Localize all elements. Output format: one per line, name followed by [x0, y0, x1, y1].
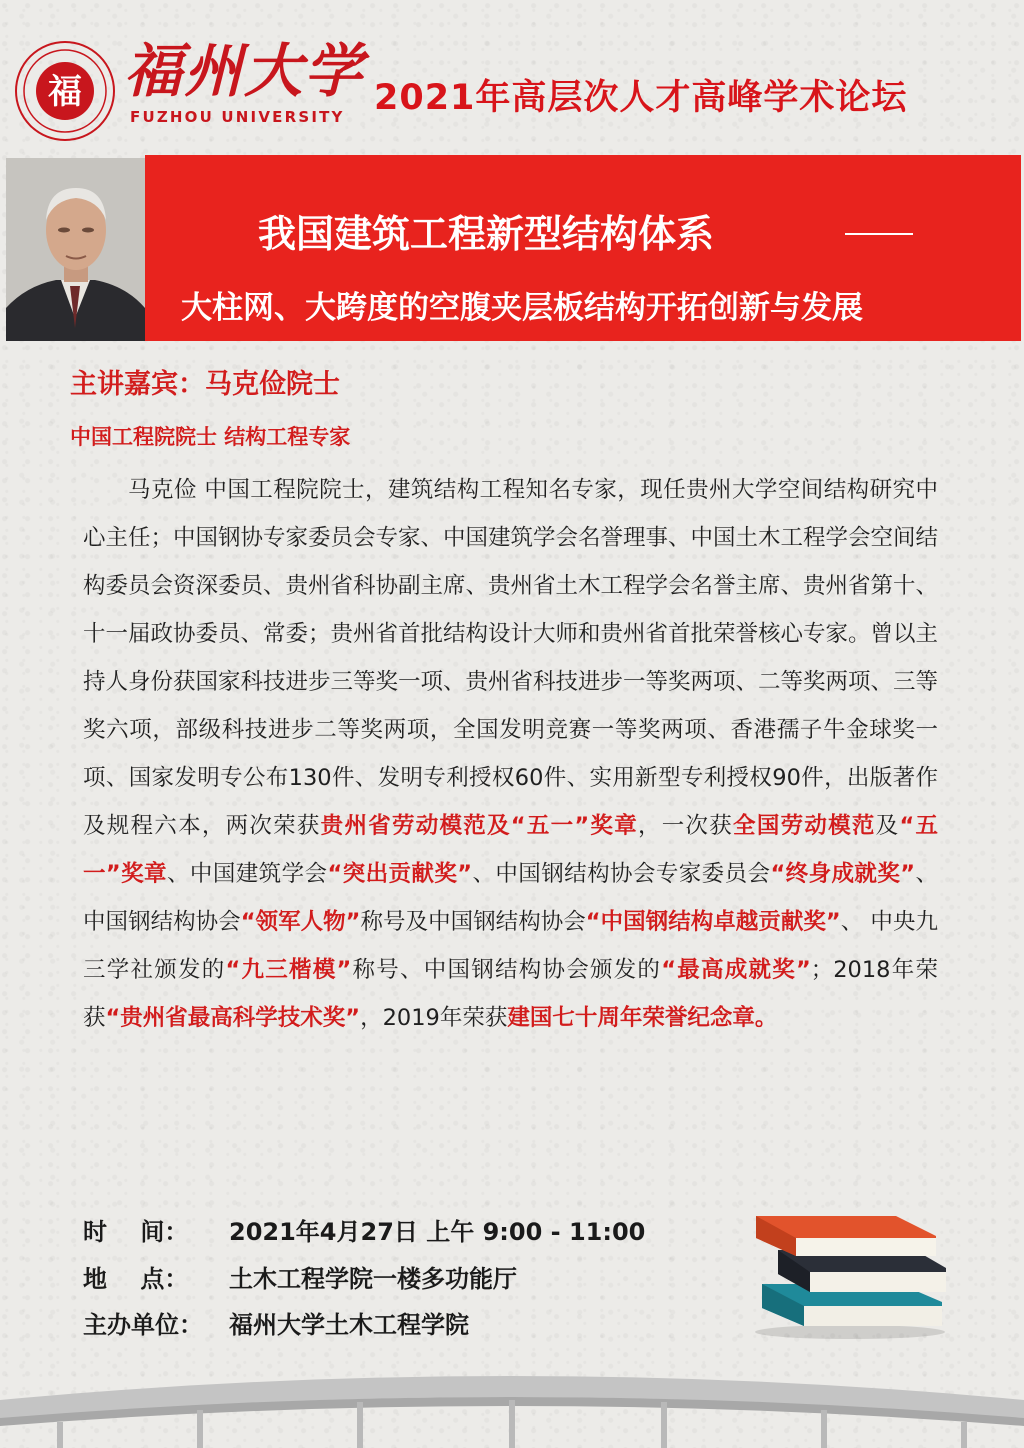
lecture-title-line2: 大柱网、大跨度的空腹夹层板结构开拓创新与发展 — [181, 290, 863, 326]
time-label: 时 间： — [83, 1218, 189, 1246]
bio-text: 、中国建筑学会 — [166, 861, 328, 887]
bio-highlight: “贵州省最高科学技术奖” — [105, 1005, 361, 1031]
university-name-cn: 福州大学 — [124, 37, 365, 105]
page-header — [0, 0, 1024, 150]
bio-highlight: “最高成就奖” — [661, 957, 811, 983]
event-place — [83, 1259, 517, 1294]
university-seal-logo — [14, 40, 116, 142]
bio-highlight: “终身成就奖” — [770, 861, 916, 887]
title-dash-line — [845, 233, 913, 235]
bio-highlight: “突出贡献奖” — [327, 861, 473, 887]
bio-text: ；2018年荣获 — [83, 957, 938, 1031]
speaker-biography — [83, 466, 938, 1042]
books-illustration-icon — [750, 1206, 950, 1341]
bio-highlight: 建国七十周年荣誉纪念章。 — [507, 1005, 778, 1031]
place-label: 地 点： — [83, 1265, 189, 1293]
bio-text: 、 中央九三学社颁发的 — [83, 909, 938, 983]
bio-highlight: 贵州省劳动模范及“五一”奖章 — [320, 813, 638, 839]
bio-text: ，一次获 — [637, 813, 734, 839]
speaker-heading: 主讲嘉宾：马克俭院士 — [70, 369, 340, 400]
time-value: 2021年4月27日 上午 9:00 - 11:00 — [229, 1218, 646, 1246]
place-value: 土木工程学院一楼多功能厅 — [229, 1265, 517, 1293]
bio-highlight: “五一”奖章 — [83, 813, 938, 887]
bio-highlight: “领军人物” — [240, 909, 361, 935]
station-roof-footer — [0, 1360, 1024, 1448]
lecture-title-banner — [145, 155, 1021, 341]
speaker-portrait — [6, 158, 145, 341]
forum-title: 2021年高层次人才高峰学术论坛 — [374, 78, 908, 118]
bio-text: 称号及中国钢结构协会 — [360, 909, 586, 935]
event-host — [83, 1305, 469, 1340]
bio-highlight: “中国钢结构卓越贡献奖” — [585, 909, 841, 935]
lecture-title-line1: 我国建筑工程新型结构体系 — [258, 212, 715, 256]
host-value: 福州大学土木工程学院 — [229, 1311, 469, 1339]
seal-character: 福 — [48, 72, 82, 112]
bio-text: ，2019年荣获 — [360, 1005, 508, 1031]
bio-text: 马克俭 中国工程院院士，建筑结构工程知名专家，现任贵州大学空间结构研究中心主任；中国钢协专家委员会专家、中国建筑学会名誉理事、中国土木工程学会空间结构委员会资深委员、贵州省科协副主席、贵州省土木工程学会名誉主席、贵州省第十、十一届政协委员、常委；贵州省首批结构设计大师和贵州省首批荣誉核心专家。曾以主持人身份获国家科技进步三等奖一项、贵州省科技进步一等奖两项、二等奖两项、三等奖六项，部级科技进步二等奖两项，全国发明竞赛一等奖两项、香港孺子牛金球奖一项、国家发明专公布130件、发明专利授权60件、实用新型专利授权90件，出版著作及规程六本，两次荣获 — [83, 477, 939, 839]
host-label: 主办单位： — [83, 1311, 203, 1339]
portrait-image — [6, 158, 145, 341]
bio-text: 、中国钢结构协会 — [83, 861, 938, 935]
bio-highlight: 全国劳动模范 — [733, 813, 876, 839]
bio-text: 称号、中国钢结构协会颁发的 — [351, 957, 662, 983]
event-time — [83, 1212, 645, 1247]
university-name-en: FUZHOU UNIVERSITY — [130, 108, 345, 126]
speaker-titles: 中国工程院院士 结构工程专家 — [70, 425, 351, 449]
bio-text: 及 — [875, 813, 900, 839]
bio-highlight: “九三楷模” — [225, 957, 352, 983]
bio-text: 、中国钢结构协会专家委员会 — [472, 861, 771, 887]
